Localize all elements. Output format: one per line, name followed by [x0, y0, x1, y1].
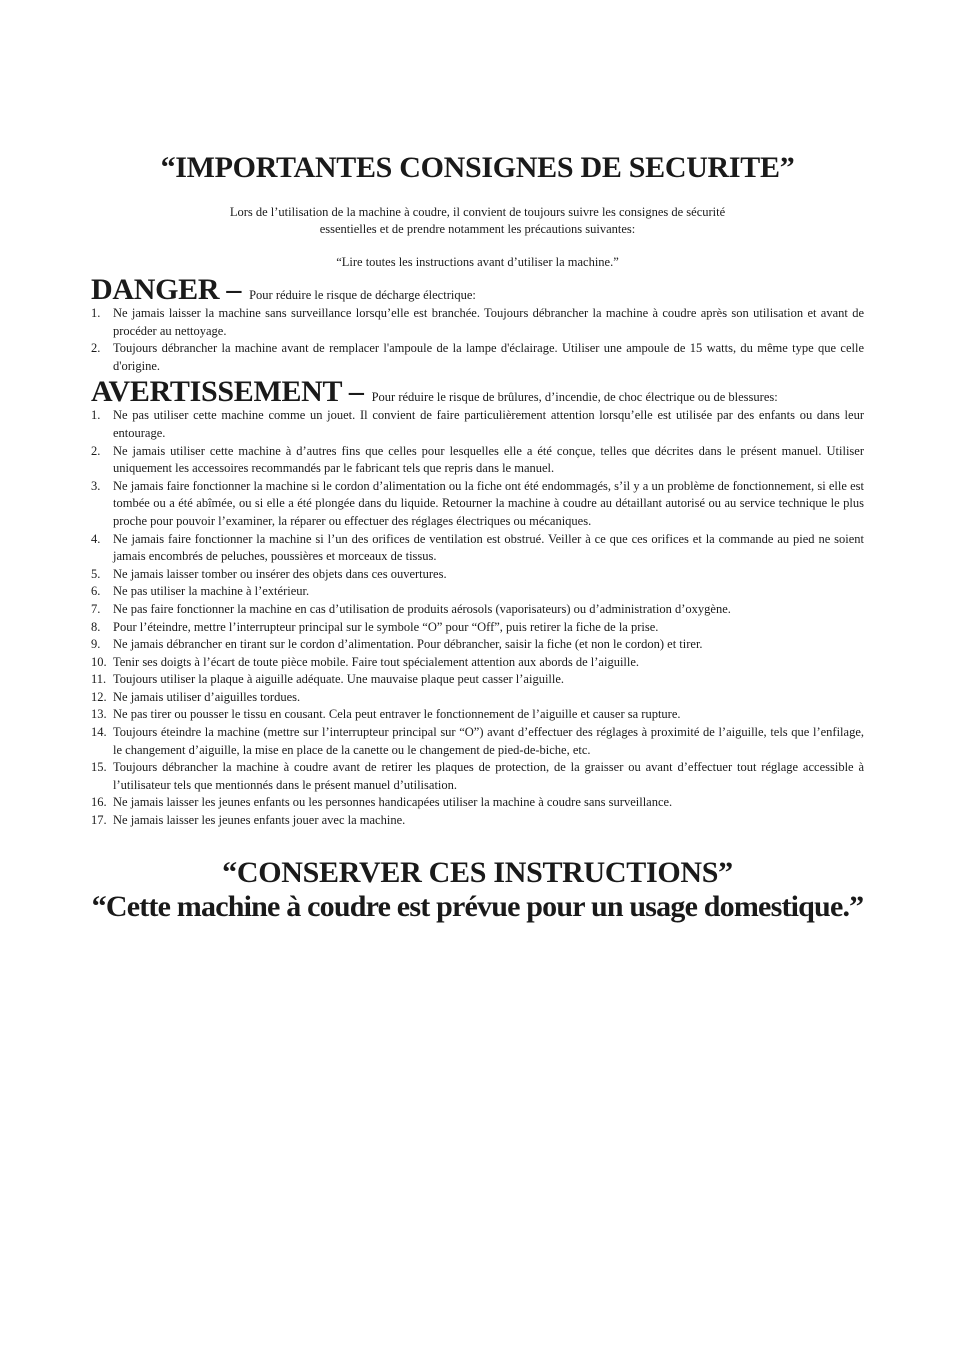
list-item-number: 5.: [91, 566, 101, 581]
warning-list-item: [91, 619, 864, 637]
list-item-number: 15.: [91, 760, 107, 775]
closing-block: [91, 856, 864, 924]
list-item-text: Pour l’éteindre, mettre l’interrupteur principal sur le symbole “O” pour “Off”, puis retirer la fiche de la prise.: [113, 619, 659, 634]
intro-line-2: essentielles et de prendre notamment les précautions suivantes:: [319, 222, 636, 236]
list-item-text: Ne pas faire fonctionner la machine en cas d’utilisation de produits aérosols (vaporisateurs) ou d’administration d’oxygène.: [113, 601, 731, 616]
list-item-number: 2.: [91, 341, 101, 356]
list-item-text: Tenir ses doigts à l’écart de toute pièce mobile. Faire tout spécialement attention aux abords de l’aiguille.: [113, 654, 640, 669]
warning-list-item: [91, 407, 864, 442]
warning-list: [91, 407, 864, 829]
danger-heading-row: [91, 275, 864, 305]
warning-subtitle: Pour réduire le risque de brûlures, d’incendie, de choc électrique ou de blessures:: [371, 390, 778, 405]
warning-list-item: [91, 443, 864, 478]
list-item-text: Ne jamais utiliser d’aiguilles tordues.: [113, 689, 301, 704]
warning-list-item: [91, 724, 864, 759]
list-item-number: 4.: [91, 531, 101, 546]
warning-list-item: [91, 706, 864, 724]
list-item-number: 7.: [91, 601, 101, 616]
list-item-number: 3.: [91, 478, 101, 493]
list-item-number: 8.: [91, 619, 101, 634]
warning-list-item: [91, 759, 864, 794]
danger-subtitle: Pour réduire le risque de décharge électrique:: [249, 288, 476, 302]
keep-instructions-title: “CONSERVER CES INSTRUCTIONS”: [222, 855, 733, 889]
list-item-text: Ne jamais faire fonctionner la machine si le cordon d’alimentation ou la fiche ont été endommagés, s’il y a un problème de fonctionnement, si elle est tombée ou a été abîmée, ou si elle a été plongée dans du liquide. Retourner la machine à coudre au détaillant autorisé ou au service technique le plus proche pour pouvoir l’examiner, la réparer ou effectuer des réglages électriques ou mécaniques.: [113, 478, 864, 528]
list-item-text: Ne jamais utiliser cette machine à d’autres fins que celles pour lesquelles elle a été conçue, telles que décrites dans le présent manuel. Utiliser uniquement les accessoires recommandés par le fabricant tels que repris dans le manuel.: [113, 443, 864, 476]
warning-list-item: [91, 654, 864, 672]
warning-list-item: [91, 601, 864, 619]
list-item-text: Ne jamais faire fonctionner la machine si l’un des orifices de ventilation est obstrué. Veiller à ce que ces orifices et la commande au pied ne soient jamais encombrés de peluches, poussières et morceaux de tissus.: [113, 531, 864, 564]
list-item-text: Toujours débrancher la machine à coudre avant de retirer les plaques de protection, de la graisser ou avant d’effectuer tout réglage accessible à l’utilisateur tels que mentionnés dans le présent manuel d’utilisation.: [113, 760, 864, 792]
list-item-number: 6.: [91, 584, 101, 599]
document-page: [91, 148, 864, 924]
warning-list-item: [91, 531, 864, 566]
warning-list-item: [91, 794, 864, 812]
danger-list-item: [91, 305, 864, 340]
list-item-text: Ne jamais laisser tomber ou insérer des objets dans ces ouvertures.: [113, 566, 447, 581]
intro-paragraph: [91, 204, 864, 238]
list-item-number: 9.: [91, 637, 101, 652]
warning-list-item: [91, 671, 864, 689]
warning-list-item: [91, 583, 864, 601]
list-item-text: Ne pas utiliser cette machine comme un jouet. Il convient de faire particulièrement attention lorsqu’elle est utilisée par des enfants ou dans leur entourage.: [113, 408, 864, 440]
warning-heading: AVERTISSEMENT –: [91, 375, 364, 409]
list-item-text: Toujours utiliser la plaque à aiguille adéquate. Une mauvaise plaque peut casser l’aiguille.: [113, 672, 565, 687]
read-instructions-quote: “Lire toutes les instructions avant d’utiliser la machine.”: [336, 255, 619, 269]
list-item-number: 16.: [91, 795, 107, 810]
warning-heading-row: [91, 377, 864, 407]
warning-list-item: [91, 566, 864, 584]
danger-heading: DANGER –: [91, 273, 242, 306]
list-item-text: Ne jamais laisser les jeunes enfants jouer avec la machine.: [113, 813, 406, 828]
list-item-text: Ne jamais débrancher en tirant sur le cordon d’alimentation. Pour débrancher, saisir la fiche (et non le cordon) et tirer.: [113, 637, 703, 652]
household-use-title: “Cette machine à coudre est prévue pour un usage domestique.”: [91, 889, 864, 923]
warning-list-item: [91, 812, 864, 830]
list-item-text: Toujours débrancher la machine avant de remplacer l'ampoule de la lampe d'éclairage. Utiliser une ampoule de 15 watts, du même type que celle d'origine.: [113, 341, 864, 373]
list-item-number: 1.: [91, 306, 101, 320]
warning-list-item: [91, 689, 864, 707]
list-item-text: Ne jamais laisser les jeunes enfants ou les personnes handicapées utiliser la machine à coudre sans surveillance.: [113, 795, 673, 810]
page-title: “IMPORTANTES CONSIGNES DE SECURITE”: [160, 151, 795, 184]
list-item-number: 17.: [91, 813, 107, 828]
list-item-text: Ne pas utiliser la machine à l’extérieur.: [113, 584, 310, 599]
danger-list: [91, 305, 864, 375]
list-item-number: 12.: [91, 689, 107, 704]
list-item-number: 11.: [91, 672, 107, 687]
intro-line-1: Lors de l’utilisation de la machine à coudre, il convient de toujours suivre les consignes de sécurité: [229, 205, 726, 219]
list-item-number: 10.: [91, 654, 107, 669]
warning-list-item: [91, 478, 864, 531]
list-item-number: 14.: [91, 725, 107, 740]
warning-list-item: [91, 636, 864, 654]
list-item-number: 2.: [91, 443, 101, 458]
list-item-text: Toujours éteindre la machine (mettre sur l’interrupteur principal sur “O”) avant d’effectuer des réglages à proximité de l’aiguille, tels que l’enfilage, le changement d’aiguille, la mise en place de la canette ou le changement de pied-de-biche, etc.: [113, 725, 864, 757]
list-item-number: 13.: [91, 707, 107, 722]
list-item-text: Ne pas tirer ou pousser le tissu en cousant. Cela peut entraver le fonctionnement de l’aiguille et causer sa rupture.: [113, 707, 681, 722]
list-item-number: 1.: [91, 408, 101, 423]
list-item-text: Ne jamais laisser la machine sans surveillance lorsqu’elle est branchée. Toujours débrancher la machine à coudre après son utilisation et avant de procéder au nettoyage.: [113, 306, 864, 338]
danger-list-item: [91, 340, 864, 375]
